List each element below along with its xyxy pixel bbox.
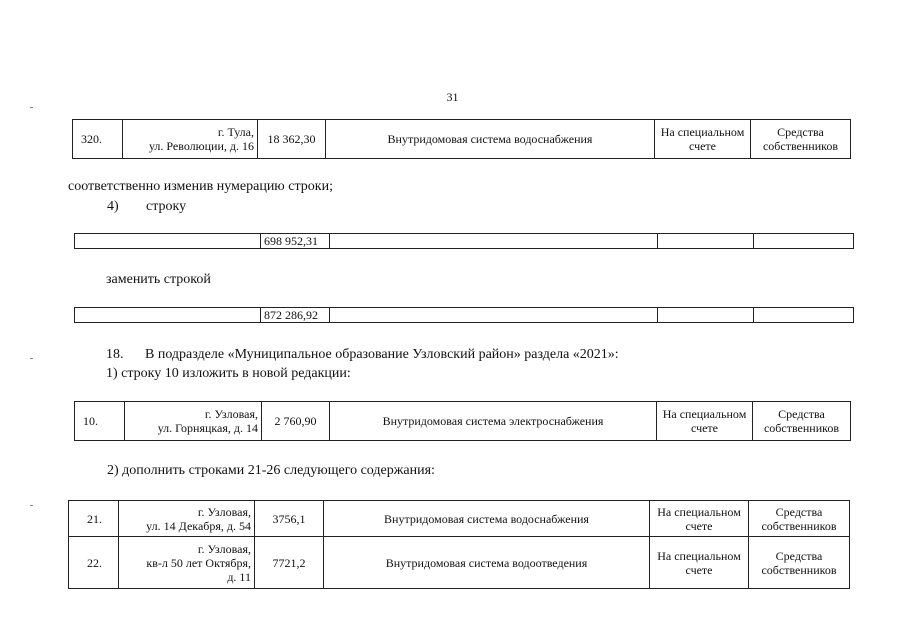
account-line: На специальном <box>660 125 745 139</box>
address-cell <box>119 501 255 537</box>
item-4-number: 4) <box>107 199 119 214</box>
funding-line: Средства <box>778 407 825 421</box>
account-line: На специальном <box>657 504 741 519</box>
funding-source-cell <box>753 402 851 441</box>
account-line: На специальном <box>662 407 747 421</box>
address-line: г. Узловая, <box>204 407 258 421</box>
cost-cell: 7721,2 <box>255 537 324 589</box>
scan-speck <box>30 107 33 108</box>
address-line: кв-л 50 лет Октября, <box>146 555 251 570</box>
row-number: 22. <box>69 537 119 589</box>
address-line: ул. Революции, д. 16 <box>148 139 254 153</box>
empty-cell <box>754 308 854 323</box>
replace-text: заменить строкой <box>106 272 211 287</box>
new-total-value: 872 286,92 <box>261 308 330 323</box>
scan-speck <box>30 505 33 506</box>
work-type-cell: Внутридомовая система водоотведения <box>324 537 650 589</box>
address-line: ул. 14 Декабря, д. 54 <box>146 518 251 533</box>
address-cell <box>123 120 258 159</box>
work-type-cell: Внутридомовая система водоснабжения <box>324 501 650 537</box>
funding-line: собственников <box>761 518 837 533</box>
address-line: г. Узловая, <box>197 504 251 519</box>
page-number: 31 <box>446 90 459 104</box>
empty-cell <box>658 234 754 249</box>
address-line: д. 11 <box>227 569 251 584</box>
account-cell <box>655 120 751 159</box>
work-type-cell: Внутридомовая система электроснабжения <box>330 402 657 441</box>
old-total-value: 698 952,31 <box>261 234 330 249</box>
row-number: 320. <box>73 120 123 159</box>
table-row <box>69 501 850 537</box>
address-line: г. Узловая, <box>197 541 251 556</box>
funding-line: собственников <box>763 421 840 435</box>
line-1-text: 1) строку 10 изложить в новой редакции: <box>106 366 351 381</box>
account-cell <box>650 501 749 537</box>
new-total-row <box>74 307 854 323</box>
account-line: счете <box>688 139 717 153</box>
table-row <box>69 537 850 589</box>
scan-speck <box>30 358 33 359</box>
account-line: На специальном <box>657 548 741 563</box>
funding-line: собственников <box>762 139 839 153</box>
funding-line: Средства <box>775 504 823 519</box>
funding-line: Средства <box>775 548 823 563</box>
account-line: счете <box>690 421 719 435</box>
cost-cell: 2 760,90 <box>262 402 330 441</box>
table-row-320 <box>72 119 851 159</box>
account-line: счете <box>685 562 713 577</box>
empty-cell <box>75 234 261 249</box>
empty-cell <box>658 308 754 323</box>
table-row-10 <box>74 401 851 441</box>
paragraph-18-text: В подразделе «Муниципальное образование Узловский район» раздела «2021»: <box>145 347 619 362</box>
account-cell <box>657 402 753 441</box>
funding-source-cell <box>751 120 851 159</box>
work-type-cell: Внутридомовая система водоснабжения <box>326 120 655 159</box>
row-number: 10. <box>75 402 125 441</box>
funding-source-cell <box>749 501 850 537</box>
address-cell <box>119 537 255 589</box>
paragraph-18-number: 18. <box>106 347 124 362</box>
address-line: ул. Горняцкая, д. 14 <box>157 421 258 435</box>
funding-line: Средства <box>777 125 824 139</box>
row-number: 21. <box>69 501 119 537</box>
item-4-text: строку <box>146 199 187 214</box>
old-total-row <box>74 233 854 249</box>
address-line: г. Тула, <box>217 125 254 139</box>
funding-source-cell <box>749 537 850 589</box>
line-2-text: 2) дополнить строками 21-26 следующего содержания: <box>107 463 435 478</box>
empty-cell <box>330 308 658 323</box>
empty-cell <box>754 234 854 249</box>
cost-cell: 18 362,30 <box>258 120 326 159</box>
address-cell <box>125 402 262 441</box>
table-new-rows <box>68 500 850 589</box>
cost-cell: 3756,1 <box>255 501 324 537</box>
account-line: счете <box>685 518 713 533</box>
funding-line: собственников <box>761 562 837 577</box>
empty-cell <box>330 234 658 249</box>
account-cell <box>650 537 749 589</box>
empty-cell <box>75 308 261 323</box>
renumber-text: соответственно изменив нумерацию строки; <box>68 179 333 194</box>
